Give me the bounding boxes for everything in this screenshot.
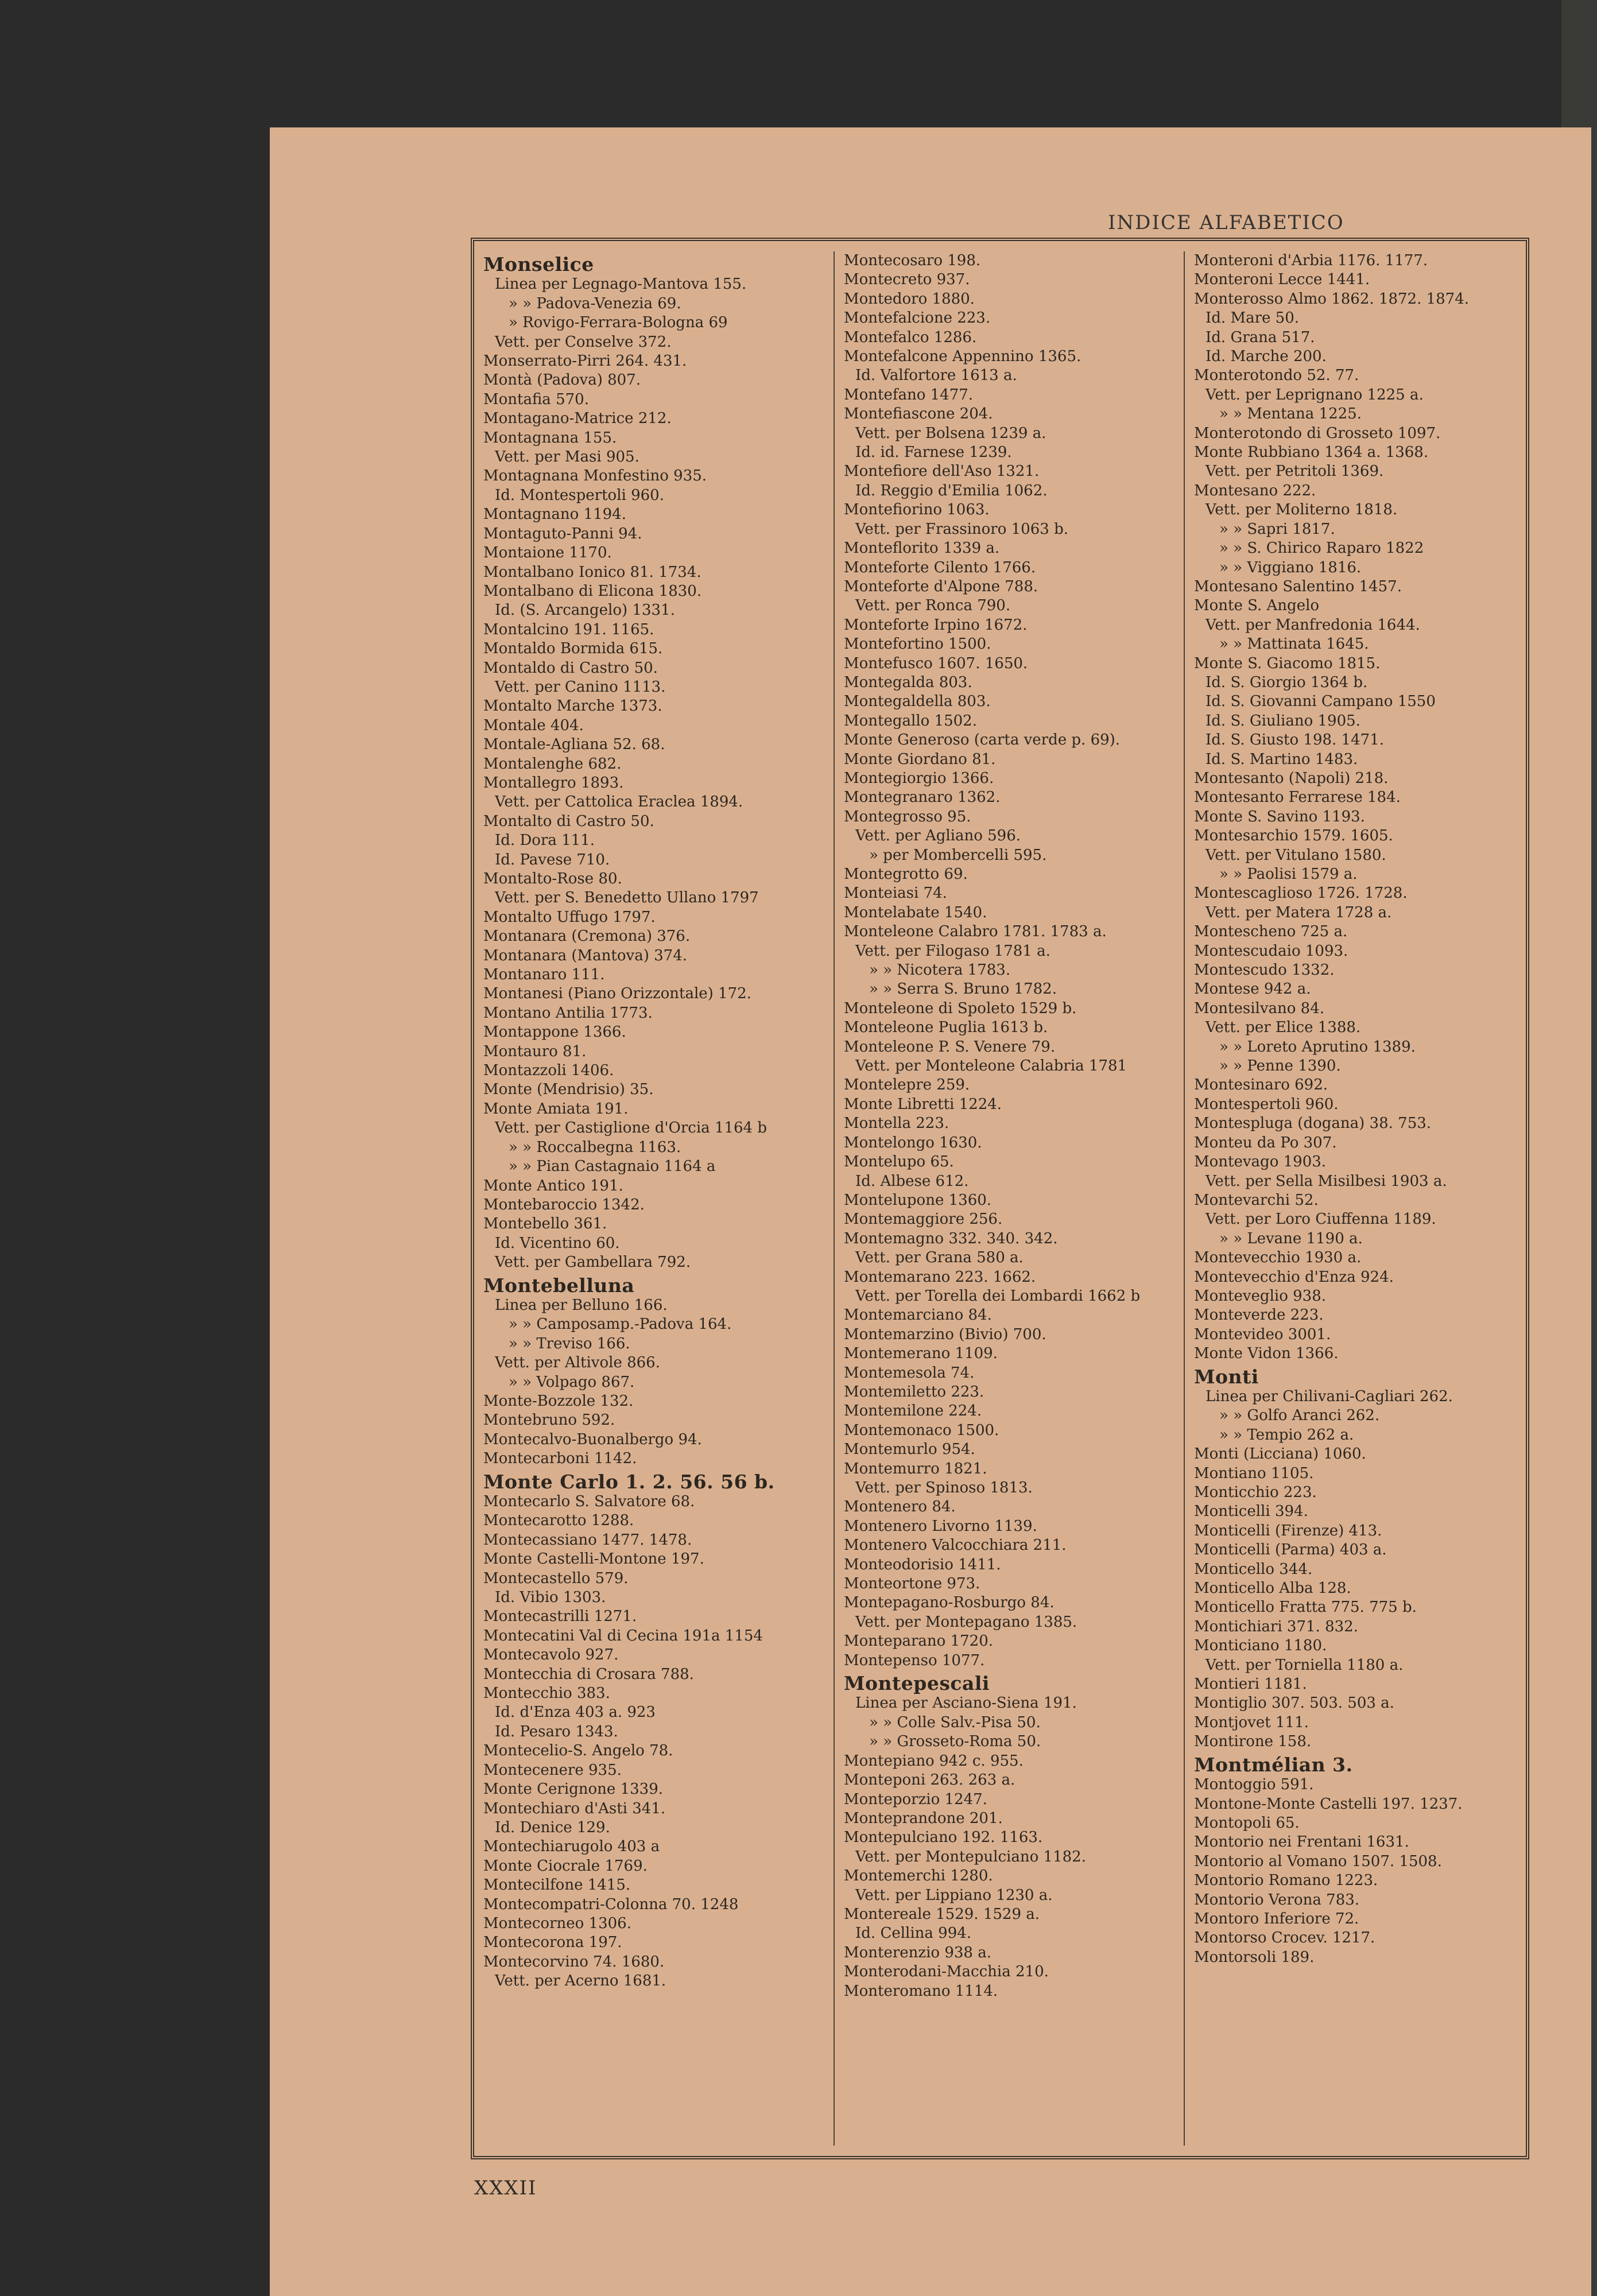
index-entry: Monte Vidon 1366. [1194, 1345, 1339, 1363]
index-entry: Montescheno 725 a. [1194, 923, 1348, 941]
index-entry: Montefalcione 223. [844, 309, 991, 327]
index-entry: » » Volpago 867. [509, 1373, 635, 1391]
index-entry: Montesano Salentino 1457. [1194, 577, 1402, 595]
index-entry: » » Pian Castagnaio 1164 a [509, 1158, 716, 1176]
index-entry: Montemilone 224. [844, 1402, 982, 1420]
index-entry: Montemarano 223. 1662. [844, 1268, 1036, 1286]
index-entry: Montegaldella 803. [844, 693, 991, 711]
index-entry: Montelabate 1540. [844, 903, 987, 921]
index-entry: Montagano-Matrice 212. [483, 410, 672, 428]
index-entry: Montagnana Monfestino 935. [483, 467, 707, 485]
index-entry: Montecompatri-Colonna 70. 1248 [483, 1895, 739, 1913]
index-entry: Montecastrilli 1271. [483, 1608, 637, 1626]
index-entry: Vett. per Altivole 866. [495, 1354, 660, 1372]
index-entry: Monte Amiata 191. [483, 1100, 629, 1118]
index-entry: Montalto di Castro 50. [483, 812, 654, 830]
index-entry: Monteforte Cilento 1766. [844, 559, 1036, 576]
index-entry: » » Nicotera 1783. [869, 961, 1011, 979]
index-entry: Vett. per Torniella 1180 a. [1205, 1656, 1404, 1674]
index-entry: Id. Pavese 710. [495, 851, 610, 868]
index-entry: Montirone 158. [1194, 1733, 1312, 1751]
index-entry: Montanara (Cremona) 376. [483, 928, 691, 945]
index-entry: Montalto Marche 1373. [483, 697, 662, 715]
index-entry: Id. Denice 129. [495, 1818, 610, 1836]
index-entry: Montemerano 1109. [844, 1345, 998, 1363]
index-entry: Montenero Livorno 1139. [844, 1517, 1037, 1535]
index-entry: Monterenzio 938 a. [844, 1944, 992, 1961]
index-entry: Montemonaco 1500. [844, 1421, 999, 1439]
index-entry: Montecelio-S. Angelo 78. [483, 1742, 673, 1760]
index-entry: Montanara (Mantova) 374. [483, 947, 688, 964]
index-entry: Montemesola 74. [844, 1364, 975, 1382]
index-entry: Vett. per Vitulano 1580. [1205, 846, 1386, 864]
index-entry: Monticello 344. [1194, 1560, 1313, 1578]
index-entry: Id. d'Enza 403 a. 923 [495, 1704, 656, 1721]
index-entry: » » Serra S. Bruno 1782. [869, 980, 1057, 998]
index-entry: Vett. per Ronca 790. [855, 597, 1011, 615]
index-entry: Montalbano Ionico 81. 1734. [483, 563, 701, 581]
index-entry: Vett. per Agliano 596. [855, 827, 1021, 845]
index-entry: Monteleone di Spoleto 1529 b. [844, 999, 1077, 1017]
index-entry: Montepenso 1077. [844, 1651, 985, 1669]
index-entry: Monte Giordano 81. [844, 750, 996, 768]
index-entry: Id. S. Giorgio 1364 b. [1205, 673, 1368, 691]
index-entry: Linea per Asciano-Siena 191. [855, 1694, 1077, 1712]
index-entry: Montespertoli 960. [1194, 1095, 1339, 1113]
index-entry: Monteparano 1720. [844, 1632, 994, 1650]
index-entry: Montjovet 111. [1194, 1713, 1309, 1731]
index-entry: Montoggio 591. [1194, 1776, 1314, 1794]
index-entry: Montecorvino 74. 1680. [483, 1953, 665, 1971]
index-entry: Id. (S. Arcangelo) 1331. [495, 602, 675, 619]
index-entry: Monte S. Angelo [1194, 597, 1320, 615]
index-entry: Monte Libretti 1224. [844, 1095, 1002, 1113]
index-entry: Montano Antilia 1773. [483, 1004, 653, 1022]
index-entry: Montese 942 a. [1194, 980, 1311, 998]
index-entry: Id. S. Giusto 198. 1471. [1205, 731, 1384, 749]
index-entry: Montescaglioso 1726. 1728. [1194, 885, 1408, 902]
index-entry: Montichiari 371. 832. [1194, 1618, 1358, 1635]
index-entry: » » Roccalbegna 1163. [509, 1138, 681, 1156]
index-entry: Monteleone P. S. Venere 79. [844, 1038, 1056, 1056]
index-entry: Montecchio 383. [483, 1685, 610, 1702]
index-entry: Montefiorino 1063. [844, 501, 990, 519]
index-entry: Monterotondo 52. 77. [1194, 367, 1359, 385]
index-entry: Montaione 1170. [483, 544, 612, 562]
index-entry: Montopoli 65. [1194, 1814, 1300, 1832]
index-entry: Monte (Mendrisio) 35. [483, 1081, 654, 1099]
index-entry: Monticello Fratta 775. 775 b. [1194, 1599, 1417, 1616]
index-entry: Montespluga (dogana) 38. 753. [1194, 1115, 1432, 1133]
index-entry: Montesilvano 84. [1194, 999, 1325, 1017]
index-entry: Montella 223. [844, 1115, 949, 1133]
index-entry: Montevecchio 1930 a. [1194, 1249, 1362, 1267]
index-entry: Montedoro 1880. [844, 290, 975, 308]
index-entry: Vett. per Canino 1113. [495, 678, 666, 696]
index-entry: Id. Dora 111. [495, 832, 595, 850]
index-entry: Id. Vibio 1303. [495, 1589, 606, 1607]
index-entry: Montalto-Rose 80. [483, 870, 622, 887]
index-entry: Montecenere 935. [483, 1761, 622, 1779]
index-entry: Montemagno 332. 340. 342. [844, 1230, 1058, 1247]
index-entry: Montesinaro 692. [1194, 1076, 1328, 1094]
index-entry: Montecilfone 1415. [483, 1876, 631, 1894]
index-entry: Montefusco 1607. 1650. [844, 654, 1028, 672]
index-entry: Id. Grana 517. [1205, 328, 1315, 346]
index-entry: Vett. per Manfredonia 1644. [1205, 616, 1420, 634]
index-entry: » » Golfo Aranci 262. [1219, 1407, 1380, 1425]
index-entry: Montefalco 1286. [844, 328, 977, 346]
index-entry: Montemerchi 1280. [844, 1867, 993, 1885]
index-entry: » Rovigo-Ferrara-Bologna 69 [509, 314, 728, 332]
index-entry: » » Tempio 262 a. [1219, 1426, 1354, 1444]
index-entry: Monticelli (Parma) 403 a. [1194, 1541, 1387, 1559]
index-entry: » » Viggiano 1816. [1219, 559, 1362, 576]
index-entry: Montemurro 1821. [844, 1460, 987, 1477]
index-entry: Monteu da Po 307. [1194, 1134, 1337, 1151]
index-entry: Monteleone Puglia 1613 b. [844, 1019, 1048, 1037]
index-entry: » » Loreto Aprutino 1389. [1219, 1038, 1416, 1056]
index-entry: Montemaggiore 256. [844, 1211, 1003, 1228]
index-entry: Montechiarugolo 403 a [483, 1838, 660, 1856]
index-entry: Montorso Crocev. 1217. [1194, 1929, 1375, 1947]
index-entry: Montenero Valcocchiara 211. [844, 1537, 1067, 1554]
index-entry: Montescudo 1332. [1194, 961, 1335, 979]
index-entry: Monte S. Savino 1193. [1194, 808, 1365, 825]
index-entry: Montefano 1477. [844, 386, 974, 404]
index-entry: Id. Reggio d'Emilia 1062. [855, 482, 1048, 499]
index-entry: Vett. per Matera 1728 a. [1205, 903, 1392, 921]
index-entry: Monte Antico 191. [483, 1177, 623, 1194]
index-entry: Monserrato-Pirri 264. 431. [483, 352, 687, 370]
index-entry: Monte Ciocrale 1769. [483, 1857, 648, 1875]
index-entry: Montecreto 937. [844, 271, 970, 289]
index-entry: Montecarlo S. Salvatore 68. [483, 1493, 695, 1510]
index-entry: Id. Pesaro 1343. [495, 1723, 618, 1740]
index-entry: Vett. per Castiglione d'Orcia 1164 b [495, 1119, 768, 1137]
index-entry: » » Camposamp.-Padova 164. [509, 1316, 732, 1333]
index-entry: Monte Castelli-Montone 197. [483, 1550, 704, 1568]
index-entry: Monteodorisio 1411. [844, 1556, 1001, 1573]
index-entry: » » Grosseto-Roma 50. [869, 1733, 1041, 1751]
index-entry: Montazzoli 1406. [483, 1062, 614, 1080]
index-entry: Monticelli 394. [1194, 1503, 1308, 1521]
index-entry: Montevecchio d'Enza 924. [1194, 1268, 1394, 1286]
index-heading: Montmélian 3. [1194, 1753, 1353, 1776]
index-entry: Id. id. Farnese 1239. [855, 444, 1012, 461]
index-entry: Montemurlo 954. [844, 1441, 975, 1459]
index-entry: Vett. per Elice 1388. [1205, 1019, 1361, 1037]
index-entry: Monte S. Giacomo 1815. [1194, 654, 1381, 672]
index-entry: Montepiano 942 c. 955. [844, 1752, 1024, 1770]
index-entry: Montefalcone Appennino 1365. [844, 348, 1082, 366]
index-entry: Monterotondo di Grosseto 1097. [1194, 424, 1441, 442]
index-heading: Monselice [483, 253, 594, 276]
page-title: INDICE ALFABETICO [1108, 211, 1344, 234]
index-entry: Montegallo 1502. [844, 712, 977, 730]
index-entry: Montebello 361. [483, 1215, 607, 1233]
index-entry: Montefiascone 204. [844, 405, 993, 423]
index-entry: Monterodani-Macchia 210. [844, 1963, 1049, 1981]
index-entry: Montale-Agliana 52. 68. [483, 736, 665, 754]
index-entry: Montagnana 155. [483, 429, 617, 447]
index-entry: Id. Albese 612. [855, 1172, 969, 1190]
index-entry: Id. Cellina 994. [855, 1925, 972, 1942]
index-entry: Montevideo 3001. [1194, 1325, 1331, 1343]
index-entry: Montauro 81. [483, 1042, 587, 1060]
index-entry: Id. S. Giovanni Campano 1550 [1205, 693, 1436, 711]
index-entry: Montefortino 1500. [844, 635, 991, 653]
index-entry: Montepagano-Rosburgo 84. [844, 1594, 1055, 1612]
index-entry: Monticello Alba 128. [1194, 1580, 1351, 1597]
index-entry: Montebruno 592. [483, 1411, 615, 1429]
index-entry: Montale 404. [483, 716, 584, 734]
index-entry: Montecorona 197. [483, 1934, 622, 1952]
index-entry: Montesanto Ferrarese 184. [1194, 789, 1401, 806]
index-entry: Montafia 570. [483, 390, 589, 408]
index-frame [471, 238, 1529, 2159]
index-entry: Montieri 1181. [1194, 1676, 1307, 1693]
index-entry: Monte Generoso (carta verde p. 69). [844, 731, 1121, 749]
index-entry: Id. S. Martino 1483. [1205, 750, 1358, 768]
index-entry: Vett. per Grana 580 a. [855, 1249, 1024, 1267]
index-entry: » per Mombercelli 595. [869, 846, 1047, 864]
index-entry: Vett. per Petritoli 1369. [1205, 463, 1384, 480]
index-entry: Vett. per Acerno 1681. [495, 1972, 666, 1990]
index-entry: Vett. per Montepulciano 1182. [855, 1848, 1086, 1865]
index-entry: Vett. per Montepagano 1385. [855, 1613, 1077, 1631]
index-entry: Montà (Padova) 807. [483, 371, 641, 389]
index-entry: Montegalda 803. [844, 673, 972, 691]
index-entry: Montoro Inferiore 72. [1194, 1910, 1359, 1927]
index-heading: Montebelluna [483, 1274, 635, 1297]
index-entry: » » Treviso 166. [509, 1335, 630, 1352]
index-entry: Montalenghe 682. [483, 755, 622, 773]
index-entry: Montorio Verona 783. [1194, 1891, 1360, 1909]
index-entry: Montecosaro 198. [844, 252, 981, 269]
index-entry: Monteortone 973. [844, 1575, 980, 1593]
index-entry: Montalbano di Elicona 1830. [483, 582, 702, 600]
index-page [270, 127, 1591, 2296]
page-number: XXXII [474, 2177, 537, 2200]
index-entry: » » Paolisi 1579 a. [1219, 866, 1358, 883]
index-entry: » » Mentana 1225. [1219, 405, 1362, 423]
index-entry: Montecarboni 1142. [483, 1450, 637, 1468]
index-entry: Monteforte Irpino 1672. [844, 616, 1028, 634]
index-entry: Id. Mare 50. [1205, 309, 1299, 327]
index-entry: Montevago 1903. [1194, 1153, 1327, 1171]
index-entry: Monte Rubbiano 1364 a. 1368. [1194, 444, 1429, 461]
index-heading: Monte Carlo 1. 2. 56. 56 b. [483, 1470, 775, 1493]
index-column-1 [483, 251, 828, 2146]
index-entry: Montefiore dell'Aso 1321. [844, 463, 1040, 480]
index-entry: Montecastello 579. [483, 1569, 629, 1587]
index-entry: Montemarzino (Bivio) 700. [844, 1325, 1046, 1343]
index-entry: Vett. per Monteleone Calabria 1781 [855, 1057, 1127, 1075]
index-entry: Montegrosso 95. [844, 808, 971, 825]
index-entry: Montegiorgio 1366. [844, 769, 994, 787]
index-entry: » » Mattinata 1645. [1219, 635, 1369, 653]
index-entry: » » Padova-Venezia 69. [509, 294, 681, 312]
index-entry: Montebaroccio 1342. [483, 1196, 645, 1213]
index-entry: Monteroni Lecce 1441. [1194, 271, 1370, 289]
index-entry: Montemarciano 84. [844, 1306, 992, 1324]
index-entry: Linea per Legnago-Mantova 155. [495, 276, 747, 293]
index-entry: Montaldo Bormida 615. [483, 640, 663, 658]
index-entry: Montiglio 307. 503. 503 a. [1194, 1694, 1394, 1712]
index-entry: Montaldo di Castro 50. [483, 659, 658, 677]
index-entry: Monticiano 1180. [1194, 1637, 1327, 1655]
index-entry: Vett. per Filogaso 1781 a. [855, 942, 1051, 960]
index-entry: Monteporzio 1247. [844, 1790, 987, 1808]
index-entry: Monticelli (Firenze) 413. [1194, 1522, 1382, 1539]
index-entry: » » S. Chirico Raparo 1822 [1219, 540, 1424, 557]
index-entry: Monteforte d'Alpone 788. [844, 577, 1038, 595]
index-entry: Monte-Bozzole 132. [483, 1392, 634, 1410]
index-entry: Montecchia di Crosara 788. [483, 1665, 694, 1683]
index-entry: Monteponi 263. 263 a. [844, 1771, 1015, 1789]
index-entry: Vett. per Moliterno 1818. [1205, 501, 1398, 519]
index-entry: Monte Cerignone 1339. [483, 1781, 664, 1798]
index-entry: Montevarchi 52. [1194, 1191, 1319, 1209]
index-entry: » » Sapri 1817. [1219, 520, 1335, 538]
index-entry: Vett. per Sella Misilbesi 1903 a. [1205, 1172, 1447, 1190]
index-entry: Vett. per Masi 905. [495, 448, 639, 466]
index-entry: Montagnano 1194. [483, 506, 626, 523]
index-entry: Montechiaro d'Asti 341. [483, 1799, 666, 1817]
index-entry: Monteromano 1114. [844, 1982, 998, 2000]
index-entry: Montegrotto 69. [844, 866, 968, 883]
index-entry: Montanesi (Piano Orizzontale) 172. [483, 985, 751, 1003]
index-entry: Montanaro 111. [483, 966, 605, 984]
index-entry: Montesano 222. [1194, 482, 1316, 499]
index-entry: Montecassiano 1477. 1478. [483, 1531, 692, 1549]
index-entry: Montepulciano 192. 1163. [844, 1829, 1043, 1847]
index-column-2 [834, 251, 1178, 2146]
index-entry: Monteverde 223. [1194, 1306, 1324, 1324]
index-entry: Montegranaro 1362. [844, 789, 1001, 806]
index-heading: Monti [1194, 1365, 1259, 1388]
index-entry: Montappone 1366. [483, 1023, 626, 1041]
index-entry: Monteveglio 938. [1194, 1287, 1327, 1305]
index-entry: Vett. per Conselve 372. [495, 333, 672, 351]
index-entry: Id. Marche 200. [1205, 348, 1327, 366]
index-entry: Montecatini Val di Cecina 191a 1154 [483, 1627, 763, 1645]
index-entry: Linea per Chilivani-Cagliari 262. [1205, 1387, 1453, 1405]
index-entry: Montelupone 1360. [844, 1191, 992, 1209]
index-column-3 [1184, 251, 1525, 2146]
index-entry: Monteiasi 74. [844, 885, 947, 902]
index-entry: Id. Valfortore 1613 a. [855, 367, 1017, 385]
index-entry: Montone-Monte Castelli 197. 1237. [1194, 1795, 1463, 1813]
index-entry: Vett. per Loro Ciuffenna 1189. [1205, 1211, 1436, 1228]
index-heading: Montepescali [844, 1672, 990, 1695]
index-entry: Vett. per Cattolica Eraclea 1894. [495, 793, 743, 811]
index-entry: Vett. per Leprignano 1225 a. [1205, 386, 1424, 404]
index-entry: Montaguto-Panni 94. [483, 525, 642, 542]
index-entry: Montesanto (Napoli) 218. [1194, 769, 1389, 787]
index-entry: Montelupo 65. [844, 1153, 954, 1171]
index-entry: Montiano 1105. [1194, 1464, 1314, 1482]
index-entry: » » Penne 1390. [1219, 1057, 1341, 1075]
index-entry: Montorio nei Frentani 1631. [1194, 1833, 1409, 1851]
index-entry: Montecorneo 1306. [483, 1914, 631, 1932]
index-entry: Montecarotto 1288. [483, 1512, 634, 1530]
index-entry: Vett. per Spinoso 1813. [855, 1479, 1033, 1496]
index-entry: Id. Montespertoli 960. [495, 486, 664, 504]
index-entry: » » Levane 1190 a. [1219, 1230, 1363, 1247]
index-entry: Vett. per Lippiano 1230 a. [855, 1886, 1053, 1904]
index-entry: Id. Vicentino 60. [495, 1234, 620, 1252]
index-entry: Montorsoli 189. [1194, 1948, 1315, 1966]
index-entry: Montalcino 191. 1165. [483, 620, 654, 638]
index-entry: Montescudaio 1093. [1194, 942, 1348, 960]
index-entry: Montesarchio 1579. 1605. [1194, 827, 1393, 845]
index-entry: Montorio Romano 1223. [1194, 1872, 1378, 1890]
index-entry: Monteprandone 201. [844, 1809, 1003, 1827]
index-entry: Vett. per Torella dei Lombardi 1662 b [855, 1287, 1141, 1305]
index-entry: Monteleone Calabro 1781. 1783 a. [844, 923, 1107, 941]
index-entry: Monticchio 223. [1194, 1484, 1317, 1501]
index-entry: Montemiletto 223. [844, 1383, 984, 1401]
index-entry: Montereale 1529. 1529 a. [844, 1905, 1040, 1923]
index-entry: Monteroni d'Arbia 1176. 1177. [1194, 252, 1428, 269]
index-entry: Monteflorito 1339 a. [844, 540, 1000, 557]
index-entry: Vett. per S. Benedetto Ullano 1797 [495, 889, 759, 907]
index-entry: Vett. per Gambellara 792. [495, 1254, 691, 1271]
index-entry: Montallegro 1893. [483, 774, 624, 792]
index-entry: Linea per Belluno 166. [495, 1296, 668, 1314]
index-entry: Id. S. Giuliano 1905. [1205, 712, 1360, 730]
index-entry: Montenero 84. [844, 1498, 956, 1516]
index-entry: Vett. per Bolsena 1239 a. [855, 424, 1046, 442]
index-entry: Monterosso Almo 1862. 1872. 1874. [1194, 290, 1470, 308]
index-entry: Vett. per Frassinoro 1063 b. [855, 520, 1068, 538]
index-entry: Montorio al Vomano 1507. 1508. [1194, 1852, 1442, 1870]
index-entry: Monti (Licciana) 1060. [1194, 1445, 1366, 1463]
index-entry: Montelepre 259. [844, 1076, 970, 1094]
index-entry: Montelongo 1630. [844, 1134, 982, 1151]
index-entry: Montecalvo-Buonalbergo 94. [483, 1430, 702, 1448]
index-entry: Montecavolo 927. [483, 1646, 619, 1664]
index-entry: Montalto Uffugo 1797. [483, 908, 656, 926]
index-entry: » » Colle Salv.-Pisa 50. [869, 1713, 1041, 1731]
